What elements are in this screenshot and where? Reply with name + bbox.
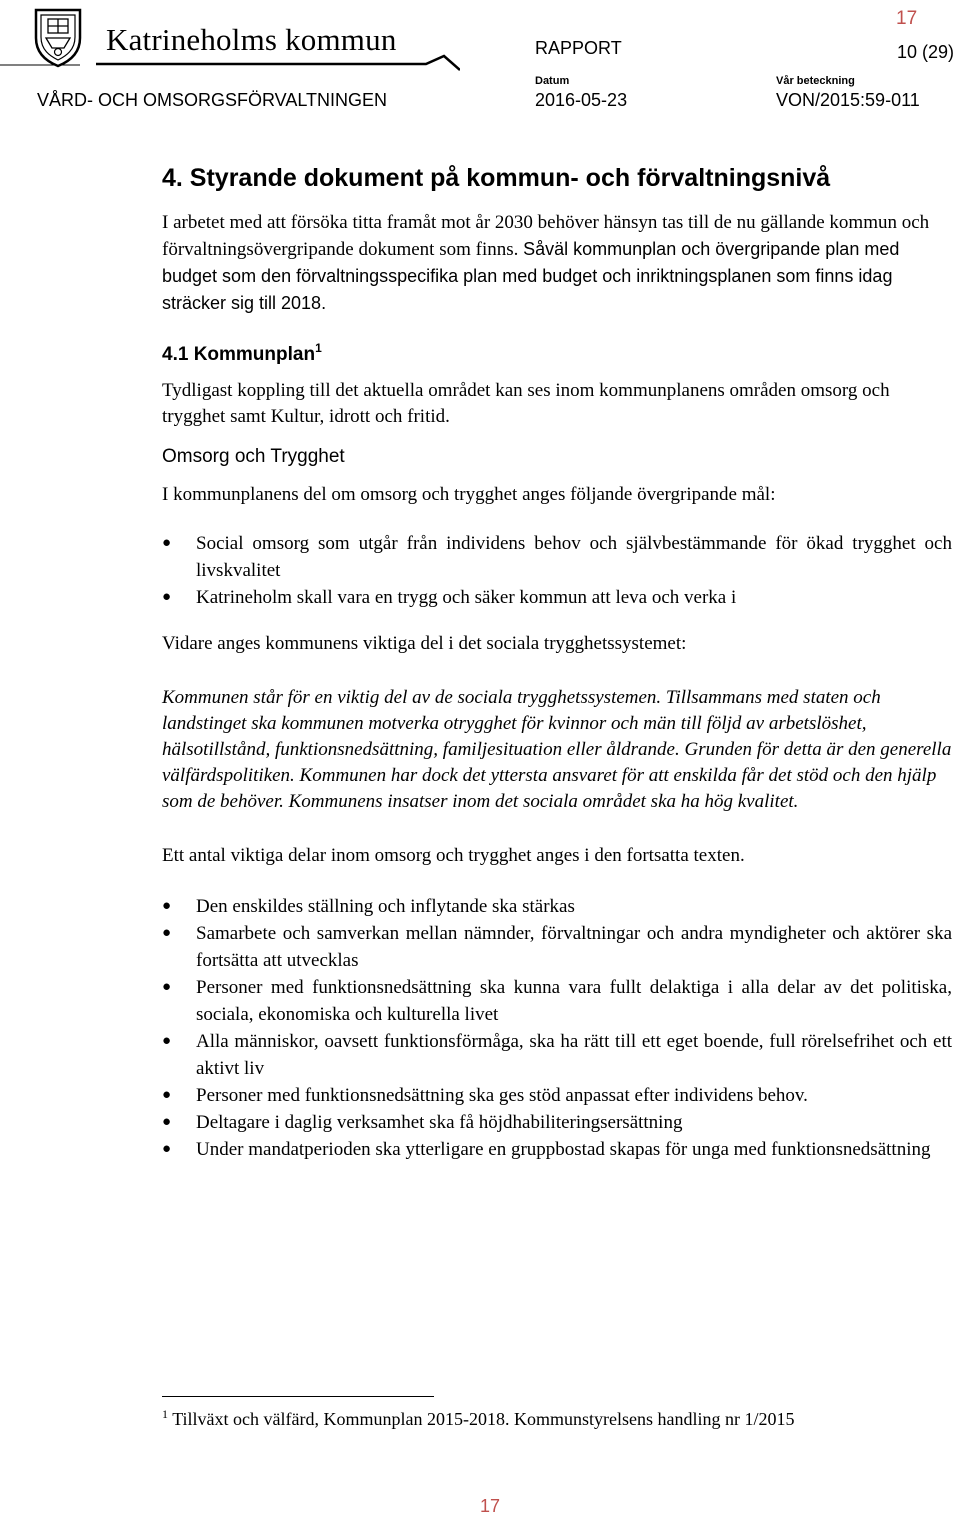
- date-label: Datum: [535, 75, 570, 87]
- intro-sentence-1: I arbetet med att försöka titta framåt mot år 2030 behöver hänsyn tas till de nu gällande kommun och förvaltningsövergripande dokument som finns.: [162, 212, 930, 260]
- logo-wordmark: Katrineholms kommun: [106, 22, 397, 57]
- ett-antal-paragraph: Ett antal viktiga delar inom omsorg och trygghet anges i den fortsatta texten.: [162, 845, 745, 866]
- list-item: ● Den enskildes ställning och inflytande ska stärkas: [162, 893, 952, 920]
- intro-sentence-2: Såväl kommunplan och övergripande plan med budget som den förvaltningsspecifika plan med budget och inriktningsplanen som finns idag sträcker sig till 2018.: [162, 239, 900, 313]
- omsorg-intro: I kommunplanens del om omsorg och trygghet anges följande övergripande mål:: [162, 484, 776, 505]
- footer-page-number: 17: [479, 1496, 501, 1516]
- list-item: ● Samarbete och samverkan mellan nämnder, förvaltningar och andra myndigheter och aktörer ska fortsätta att utvecklas: [162, 920, 952, 974]
- footnote-reference[interactable]: 1: [315, 341, 322, 355]
- footnote-number: 1: [162, 1407, 168, 1421]
- reference-value: VON/2015:59-011: [776, 90, 920, 110]
- municipality-crest-logo: [32, 4, 84, 68]
- list-item: ● Katrineholm skall vara en trygg och säker kommun att leva och verka i: [162, 584, 952, 611]
- footnote: [162, 1407, 794, 1430]
- department-name: VÅRD- OCH OMSORGSFÖRVALTNINGEN: [37, 90, 388, 110]
- list-item: ● Social omsorg som utgår från individens behov och självbestämmande för ökad trygghet och livskvalitet: [162, 530, 952, 584]
- goals-list: [162, 530, 952, 611]
- list-item: ● Personer med funktionsnedsättning ska kunna vara fullt delaktiga i alla delar av det politiska, sociala, ekonomiska och kulturella livet: [162, 974, 952, 1028]
- quote-paragraph: Kommunen står för en viktig del av de sociala trygghetssystemen. Tillsammans med staten och landstinget ska kommunen motverka otrygghet för kvinnor och män till följd av arbetslöshet, hälsotillstånd, funktionsnedsättning, familjesituation eller åldrande. Grunden för detta är den generella välfärdspolitiken. Kommunen har dock det yttersta ansvaret för att enskilda får det stöd och den hjälp som de behöver. Kommunens insatser inom det sociala området ska ha hög kvalitet.: [162, 687, 952, 812]
- list-item: ● Alla människor, oavsett funktionsförmåga, ska ha rätt till ett eget boende, full rörelsefrihet och ett aktivt liv: [162, 1028, 952, 1082]
- page-count: 10 (29): [897, 42, 955, 62]
- footnote-divider: [162, 1396, 434, 1397]
- vidare-paragraph: Vidare anges kommunens viktiga del i det sociala trygghetssystemet:: [162, 633, 687, 654]
- list-item: ● Under mandatperioden ska ytterligare en gruppbostad skapas för unga med funktionsnedsättning: [162, 1136, 952, 1163]
- kommunplan-paragraph: Tydligast koppling till det aktuella området kan ses inom kommunplanens områden omsorg och trygghet samt Kultur, idrott och fritid.: [162, 380, 890, 427]
- list-item: ● Deltagare i daglig verksamhet ska få höjdhabiliteringsersättning: [162, 1109, 952, 1136]
- document-type: RAPPORT: [535, 38, 622, 58]
- intro-paragraph: [162, 210, 952, 317]
- omsorg-heading: Omsorg och Trygghet: [162, 446, 345, 467]
- reference-label: Vår beteckning: [776, 75, 855, 87]
- list-item: ● Personer med funktionsnedsättning ska ges stöd anpassat efter individens behov.: [162, 1082, 952, 1109]
- section-heading: 4. Styrande dokument på kommun- och förvaltningsnivå: [162, 164, 831, 192]
- page-number-red: 17: [896, 8, 918, 29]
- footnote-text: Tillväxt och välfärd, Kommunplan 2015-2018. Kommunstyrelsens handling nr 1/2015: [172, 1409, 795, 1429]
- header-rule-divider: [0, 62, 300, 82]
- subsection-heading: 4.1 Kommunplan$^1$: [162, 341, 322, 365]
- document-body: [162, 162, 952, 1177]
- date-value: 2016-05-23: [535, 90, 628, 110]
- parts-list: [162, 893, 952, 1163]
